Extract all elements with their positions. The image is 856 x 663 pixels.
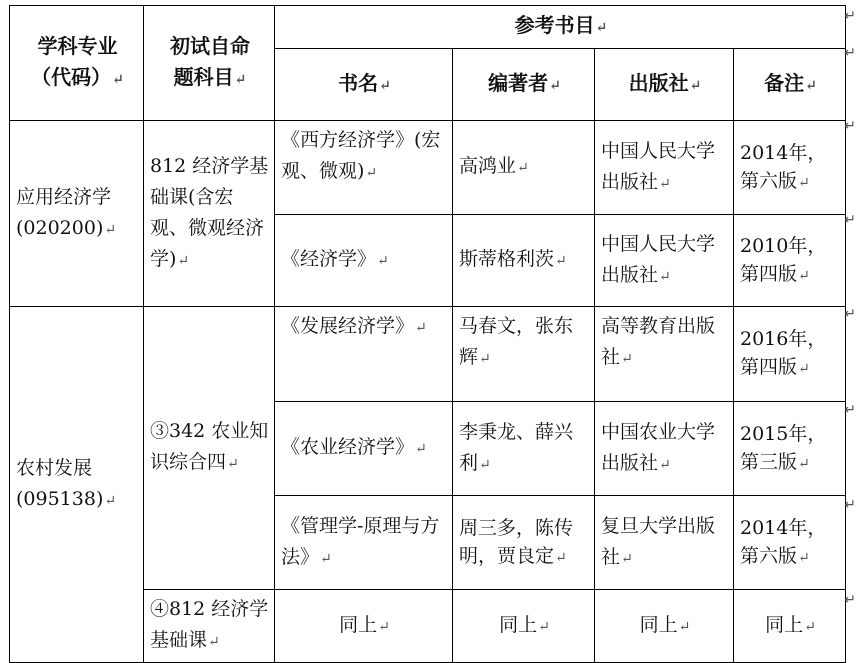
header-exam-subject: 初试自命 题科目 ↵ xyxy=(144,6,275,121)
publisher-cell: 中国人民大学出版社 ↵ xyxy=(595,215,734,307)
publisher-cell: 同上 ↵ xyxy=(595,590,734,663)
author-cell: 同上 ↵ xyxy=(453,590,595,663)
publisher-cell: 复旦大学出版社 ↵ xyxy=(595,496,734,590)
book-name-cell: 《西方经济学》(宏观、微观) ↵ xyxy=(275,121,453,215)
note-cell: 2016年，第四版 ↵ xyxy=(734,307,846,402)
row-end-mark: ↵ xyxy=(844,45,856,61)
note-cell: 2015年，第三版 ↵ xyxy=(734,402,846,496)
publisher-cell: 高等教育出版社 ↵ xyxy=(595,307,734,402)
book-name-cell: 《发展经济学》 ↵ xyxy=(275,307,453,402)
row-end-mark: ↵ xyxy=(844,306,856,322)
header-reference-books: 参考书目 ↵ xyxy=(275,6,846,49)
row-end-mark: ↵ xyxy=(844,118,856,134)
exam-subject-cell: ④812 经济学基础课 ↵ xyxy=(144,590,275,663)
row-end-mark: ↵ xyxy=(844,497,856,513)
book-name-cell: 《管理学-原理与方法》 ↵ xyxy=(275,496,453,590)
note-cell: 2014年，第六版 ↵ xyxy=(734,496,846,590)
note-cell: 同上 ↵ xyxy=(734,590,846,663)
book-name-cell: 同上 ↵ xyxy=(275,590,453,663)
author-cell: 周三多，陈传明，贾良定 ↵ xyxy=(453,496,595,590)
note-cell: 2010年，第四版 ↵ xyxy=(734,215,846,307)
discipline-cell: 农村发展 (095138) ↵ xyxy=(10,307,144,663)
exam-subject-cell: ③342 农业知识综合四 ↵ xyxy=(144,307,275,590)
header-book-name: 书名 ↵ xyxy=(275,49,453,121)
row-end-mark: ↵ xyxy=(844,8,856,24)
header-discipline: 学科专业 （代码） ↵ xyxy=(10,6,144,121)
note-cell: 2014年，第六版 ↵ xyxy=(734,121,846,215)
row-end-mark: ↵ xyxy=(844,402,856,418)
book-name-cell: 《经济学》 ↵ xyxy=(275,215,453,307)
exam-subject-cell: 812 经济学基础课(含宏观、微观经济学) ↵ xyxy=(144,121,275,307)
reference-book-table xyxy=(9,5,846,663)
author-cell: 斯蒂格利茨 ↵ xyxy=(453,215,595,307)
book-name-cell: 《农业经济学》 ↵ xyxy=(275,402,453,496)
publisher-cell: 中国人民大学出版社 ↵ xyxy=(595,121,734,215)
publisher-cell: 中国农业大学出版社 ↵ xyxy=(595,402,734,496)
row-end-mark: ↵ xyxy=(844,592,856,608)
header-publisher: 出版社 ↵ xyxy=(595,49,734,121)
author-cell: 马春文，张东辉 ↵ xyxy=(453,307,595,402)
author-cell: 高鸿业 ↵ xyxy=(453,121,595,215)
header-note: 备注 ↵ xyxy=(734,49,846,121)
header-author: 编著者 ↵ xyxy=(453,49,595,121)
author-cell: 李秉龙、薛兴利 ↵ xyxy=(453,402,595,496)
discipline-cell: 应用经济学 (020200) ↵ xyxy=(10,121,144,307)
row-end-mark: ↵ xyxy=(844,212,856,228)
